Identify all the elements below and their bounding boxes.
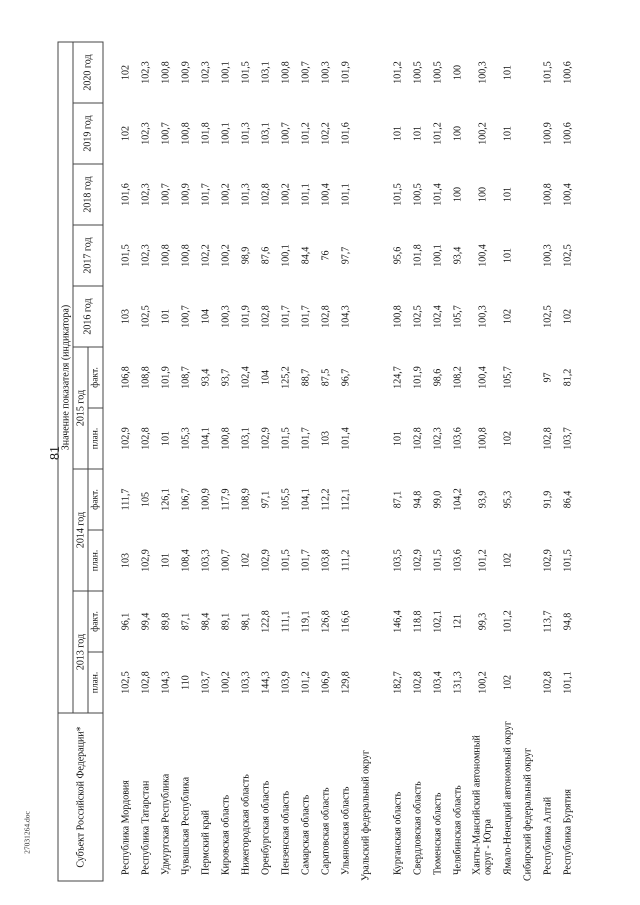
table-row [176, 42, 196, 881]
region-name: Чувашская Республика [180, 776, 191, 875]
value-cell: 102 [502, 553, 513, 568]
value-cell: 100,7 [280, 122, 291, 145]
value-cell: 106,7 [180, 488, 191, 511]
value-cell: 100,9 [542, 122, 553, 145]
value-cell: 104,1 [300, 488, 311, 511]
value-cell: 103,6 [452, 427, 463, 450]
value-cell: 105,7 [502, 366, 513, 389]
value-cell: 112,1 [340, 488, 351, 511]
year-2017-header: 2017 год [73, 225, 103, 286]
value-cell: 101,6 [120, 183, 131, 206]
year-2018-header: 2018 год [73, 164, 103, 225]
value-cell: 95,3 [502, 490, 513, 509]
region-name: Ямало-Ненецкий автономный округ [502, 720, 513, 875]
value-cell: 100,4 [477, 366, 488, 389]
value-cell: 101,5 [392, 183, 403, 206]
value-cell: 104,1 [200, 427, 211, 450]
value-cell: 103 [120, 553, 131, 568]
section-title: Уральский федеральный округ [360, 750, 371, 881]
value-cell: 101,2 [300, 671, 311, 694]
value-cell: 102,8 [542, 671, 553, 694]
value-cell: 111,7 [120, 488, 131, 511]
value-cell: 100,5 [412, 183, 423, 206]
value-cell: 100,8 [280, 61, 291, 84]
indicator-table [58, 41, 578, 881]
value-cell: 101,5 [280, 427, 291, 450]
value-cell: 100,5 [432, 61, 443, 84]
value-cell: 100,4 [320, 183, 331, 206]
fact-header: факт. [88, 469, 103, 530]
value-cell: 102 [502, 431, 513, 446]
value-cell: 101,2 [392, 61, 403, 84]
document-reference: 27031264.doc [22, 811, 32, 854]
value-cell: 99,3 [477, 612, 488, 631]
value-cell: 129,8 [340, 671, 351, 694]
value-cell: 101,8 [200, 122, 211, 145]
value-cell: 105,3 [180, 427, 191, 450]
value-cell: 101,7 [200, 183, 211, 206]
value-cell: 100,8 [477, 427, 488, 450]
value-cell: 102,8 [140, 671, 151, 694]
value-cell: 102,8 [260, 305, 271, 328]
year-2019-header: 2019 год [73, 103, 103, 164]
value-cell: 108,4 [180, 549, 191, 572]
value-cell: 101 [502, 248, 513, 263]
value-cell: 101,5 [542, 61, 553, 84]
value-cell: 103,4 [432, 671, 443, 694]
value-cell: 104 [260, 370, 271, 385]
table-body [103, 42, 578, 881]
spacer-cell [103, 42, 116, 881]
table-row [336, 42, 356, 881]
value-cell: 126,1 [160, 488, 171, 511]
year-2014-header: 2014 год [73, 469, 88, 591]
value-cell: 86,4 [562, 490, 573, 509]
value-cell: 100,3 [220, 305, 231, 328]
value-cell: 100 [477, 187, 488, 202]
value-cell: 100,1 [280, 244, 291, 267]
value-cell: 101,5 [562, 549, 573, 572]
value-cell: 96,7 [340, 368, 351, 387]
section-row [356, 42, 376, 881]
region-name: Кировская область [220, 794, 231, 875]
value-cell: 100,8 [180, 244, 191, 267]
value-cell: 100,2 [477, 122, 488, 145]
value-cell: 94,8 [412, 490, 423, 509]
region-name: Республика Татарстан [140, 780, 151, 875]
indicator-header: Значение показателя (индикатора) [58, 42, 73, 713]
value-cell: 94,8 [562, 612, 573, 631]
value-cell: 103,5 [392, 549, 403, 572]
value-cell: 108,7 [180, 366, 191, 389]
value-cell: 102,5 [562, 244, 573, 267]
value-cell: 101,8 [412, 244, 423, 267]
value-cell: 100,1 [432, 244, 443, 267]
page-number: 81 [48, 446, 63, 460]
value-cell: 100,6 [562, 122, 573, 145]
value-cell: 93,9 [477, 490, 488, 509]
value-cell: 101,9 [412, 366, 423, 389]
region-name: Республика Алтай [542, 796, 553, 875]
value-cell: 88,7 [300, 368, 311, 387]
value-cell: 105,7 [452, 305, 463, 328]
value-cell: 100,3 [320, 61, 331, 84]
value-cell: 104,2 [452, 488, 463, 511]
value-cell: 101 [392, 431, 403, 446]
value-cell: 101 [160, 553, 171, 568]
value-cell: 102,5 [140, 305, 151, 328]
value-cell: 101 [502, 187, 513, 202]
table-row [196, 42, 216, 881]
value-cell: 100,3 [542, 244, 553, 267]
fact-header: факт. [88, 347, 103, 408]
spacer-cell [376, 42, 388, 881]
table-row [216, 42, 236, 881]
value-cell: 100 [452, 187, 463, 202]
value-cell: 102,3 [432, 427, 443, 450]
value-cell: 98,9 [240, 246, 251, 265]
value-cell: 103,7 [562, 427, 573, 450]
value-cell: 102,8 [412, 427, 423, 450]
value-cell: 111,1 [280, 610, 291, 633]
value-cell: 103,1 [240, 427, 251, 450]
value-cell: 100 [452, 126, 463, 141]
value-cell: 103,1 [260, 61, 271, 84]
value-cell: 106,8 [120, 366, 131, 389]
region-name: Удмуртская Республика [160, 773, 171, 875]
value-cell: 102,5 [542, 305, 553, 328]
table-row [498, 42, 518, 881]
spacer-row [376, 42, 388, 881]
value-cell: 100,4 [562, 183, 573, 206]
value-cell: 99,4 [140, 612, 151, 631]
value-cell: 100,8 [160, 61, 171, 84]
value-cell: 101,4 [340, 427, 351, 450]
value-cell: 102,3 [140, 122, 151, 145]
spacer-row [103, 42, 116, 881]
value-cell: 102,4 [432, 305, 443, 328]
region-name: Самарская область [300, 794, 311, 875]
value-cell: 100,4 [477, 244, 488, 267]
value-cell: 102,2 [320, 122, 331, 145]
value-cell: 102,8 [542, 427, 553, 450]
value-cell: 182,7 [392, 671, 403, 694]
value-cell: 102,9 [120, 427, 131, 450]
value-cell: 101,5 [120, 244, 131, 267]
value-cell: 101,5 [432, 549, 443, 572]
value-cell: 101,1 [300, 183, 311, 206]
value-cell: 102 [120, 126, 131, 141]
value-cell: 87,1 [180, 612, 191, 631]
value-cell: 102,8 [320, 305, 331, 328]
value-cell: 93,7 [220, 368, 231, 387]
value-cell: 98,1 [240, 612, 251, 631]
value-cell: 103,1 [260, 122, 271, 145]
table-row [316, 42, 336, 881]
value-cell: 101,2 [300, 122, 311, 145]
value-cell: 100,2 [220, 671, 231, 694]
value-cell: 100,9 [180, 183, 191, 206]
value-cell: 103,8 [320, 549, 331, 572]
table-row [276, 42, 296, 881]
value-cell: 102,4 [240, 366, 251, 389]
value-cell: 105 [140, 492, 151, 507]
value-cell: 100,2 [477, 671, 488, 694]
plan-header: план. [88, 408, 103, 469]
value-cell: 101,2 [502, 610, 513, 633]
value-cell: 101,3 [240, 183, 251, 206]
value-cell: 102,3 [200, 61, 211, 84]
value-cell: 89,8 [160, 612, 171, 631]
table-row [558, 42, 578, 881]
value-cell: 87,1 [392, 490, 403, 509]
table-row [156, 42, 176, 881]
section-row [518, 42, 538, 881]
region-name: Пермский край [200, 810, 211, 875]
value-cell: 101,9 [240, 305, 251, 328]
value-cell: 87,6 [260, 246, 271, 265]
value-cell: 102 [502, 309, 513, 324]
year-2015-header: 2015 год [73, 347, 88, 469]
value-cell: 103 [320, 431, 331, 446]
value-cell: 104,3 [340, 305, 351, 328]
value-cell: 112,2 [320, 488, 331, 511]
value-cell: 100,1 [220, 61, 231, 84]
value-cell: 76 [320, 250, 331, 261]
value-cell: 111,2 [340, 549, 351, 572]
value-cell: 101,1 [562, 671, 573, 694]
value-cell: 102,8 [412, 671, 423, 694]
value-cell: 118,8 [412, 610, 423, 633]
value-cell: 110 [180, 675, 191, 690]
value-cell: 91,9 [542, 490, 553, 509]
value-cell: 97,1 [260, 490, 271, 509]
region-name: Ханты-Мансийский автономный округ - Югра [471, 735, 494, 875]
value-cell: 96,1 [120, 612, 131, 631]
value-cell: 84,4 [300, 246, 311, 265]
value-cell: 101,7 [300, 549, 311, 572]
value-cell: 117,9 [220, 488, 231, 511]
value-cell: 113,7 [542, 610, 553, 633]
table-row [468, 42, 498, 881]
value-cell: 108,8 [140, 366, 151, 389]
value-cell: 101,7 [300, 427, 311, 450]
value-cell: 103,9 [280, 671, 291, 694]
value-cell: 101,2 [477, 549, 488, 572]
subject-header: Субъект Российской Федерации* [58, 713, 103, 881]
value-cell: 100,7 [160, 183, 171, 206]
value-cell: 108,2 [452, 366, 463, 389]
value-cell: 103,3 [200, 549, 211, 572]
table-row [136, 42, 156, 881]
fact-header: факт. [88, 591, 103, 652]
table-row [256, 42, 276, 881]
value-cell: 101,1 [340, 183, 351, 206]
value-cell: 104 [200, 309, 211, 324]
table-row [538, 42, 558, 881]
value-cell: 108,9 [240, 488, 251, 511]
value-cell: 98,6 [432, 368, 443, 387]
value-cell: 125,2 [280, 366, 291, 389]
value-cell: 100,7 [180, 305, 191, 328]
value-cell: 95,6 [392, 246, 403, 265]
table-row [296, 42, 316, 881]
section-title: Сибирский федеральный округ [522, 747, 533, 881]
value-cell: 103,3 [240, 671, 251, 694]
value-cell: 101,7 [300, 305, 311, 328]
value-cell: 102 [502, 675, 513, 690]
value-cell: 106,9 [320, 671, 331, 694]
value-cell: 101,2 [432, 122, 443, 145]
value-cell: 116,6 [340, 610, 351, 633]
value-cell: 146,4 [392, 610, 403, 633]
value-cell: 87,5 [320, 368, 331, 387]
table-row [116, 42, 136, 881]
value-cell: 103,7 [200, 671, 211, 694]
indicator-table-rotated [58, 42, 583, 882]
value-cell: 101 [502, 65, 513, 80]
value-cell: 100,2 [280, 183, 291, 206]
value-cell: 100,3 [477, 61, 488, 84]
value-cell: 100,5 [412, 61, 423, 84]
value-cell: 105,5 [280, 488, 291, 511]
value-cell: 103 [120, 309, 131, 324]
value-cell: 101,4 [432, 183, 443, 206]
value-cell: 103,6 [452, 549, 463, 572]
region-name: Ульяновская область [340, 786, 351, 875]
value-cell: 99,0 [432, 490, 443, 509]
value-cell: 102,5 [120, 671, 131, 694]
value-cell: 101 [160, 431, 171, 446]
region-name: Челябинская область [452, 785, 463, 875]
value-cell: 101 [160, 309, 171, 324]
region-name: Курганская область [392, 791, 403, 875]
value-cell: 93,4 [452, 246, 463, 265]
value-cell: 101,7 [280, 305, 291, 328]
value-cell: 102,9 [260, 427, 271, 450]
value-cell: 97,7 [340, 246, 351, 265]
table-row [236, 42, 256, 881]
value-cell: 102,8 [260, 183, 271, 206]
value-cell: 100,8 [392, 305, 403, 328]
value-cell: 101,3 [240, 122, 251, 145]
table-row [388, 42, 408, 881]
value-cell: 126,8 [320, 610, 331, 633]
value-cell: 102 [562, 309, 573, 324]
value-cell: 102,3 [140, 244, 151, 267]
value-cell: 104,3 [160, 671, 171, 694]
value-cell: 98,4 [200, 612, 211, 631]
year-2020-header: 2020 год [73, 42, 103, 103]
region-name: Оренбургская область [260, 780, 271, 875]
value-cell: 101,6 [340, 122, 351, 145]
value-cell: 102 [240, 553, 251, 568]
value-cell: 102,9 [260, 549, 271, 572]
region-name: Республика Бурятия [562, 788, 573, 875]
value-cell: 100,9 [180, 61, 191, 84]
value-cell: 100,8 [220, 427, 231, 450]
value-cell: 101 [412, 126, 423, 141]
value-cell: 81,2 [562, 368, 573, 387]
region-name: Пензенская область [280, 790, 291, 875]
region-name: Республика Мордовия [120, 780, 131, 875]
table-row [408, 42, 428, 881]
value-cell: 101,5 [240, 61, 251, 84]
value-cell: 101,9 [340, 61, 351, 84]
year-2013-header: 2013 год [73, 591, 88, 713]
value-cell: 102,8 [140, 427, 151, 450]
value-cell: 102,3 [140, 183, 151, 206]
value-cell: 100,2 [220, 244, 231, 267]
value-cell: 100,8 [542, 183, 553, 206]
value-cell: 100,1 [220, 122, 231, 145]
value-cell: 102,5 [412, 305, 423, 328]
value-cell: 119,1 [300, 610, 311, 633]
value-cell: 100,9 [200, 488, 211, 511]
table-row [428, 42, 448, 881]
value-cell: 100,7 [300, 61, 311, 84]
value-cell: 100 [452, 65, 463, 80]
value-cell: 102 [120, 65, 131, 80]
value-cell: 102,9 [542, 549, 553, 572]
value-cell: 100,7 [160, 122, 171, 145]
value-cell: 121 [452, 614, 463, 629]
value-cell: 97 [542, 372, 553, 383]
value-cell: 100,3 [477, 305, 488, 328]
value-cell: 100,8 [160, 244, 171, 267]
value-cell: 89,1 [220, 612, 231, 631]
region-name: Саратовская область [320, 787, 331, 875]
region-name: Свердловская область [412, 781, 423, 875]
region-name: Нижегородская область [240, 774, 251, 875]
value-cell: 102,3 [140, 61, 151, 84]
value-cell: 93,4 [200, 368, 211, 387]
value-cell: 144,3 [260, 671, 271, 694]
value-cell: 102,2 [200, 244, 211, 267]
value-cell: 102,9 [140, 549, 151, 572]
value-cell: 122,8 [260, 610, 271, 633]
value-cell: 101 [502, 126, 513, 141]
table-row [448, 42, 468, 881]
value-cell: 100,8 [180, 122, 191, 145]
value-cell: 101 [392, 126, 403, 141]
value-cell: 102,9 [412, 549, 423, 572]
region-name: Тюменская область [432, 792, 443, 875]
value-cell: 100,6 [562, 61, 573, 84]
value-cell: 100,7 [220, 549, 231, 572]
value-cell: 100,2 [220, 183, 231, 206]
value-cell: 101,9 [160, 366, 171, 389]
year-2016-header: 2016 год [73, 286, 103, 347]
plan-header: план. [88, 652, 103, 713]
plan-header: план. [88, 530, 103, 591]
value-cell: 101,5 [280, 549, 291, 572]
value-cell: 124,7 [392, 366, 403, 389]
value-cell: 102,1 [432, 610, 443, 633]
value-cell: 131,3 [452, 671, 463, 694]
